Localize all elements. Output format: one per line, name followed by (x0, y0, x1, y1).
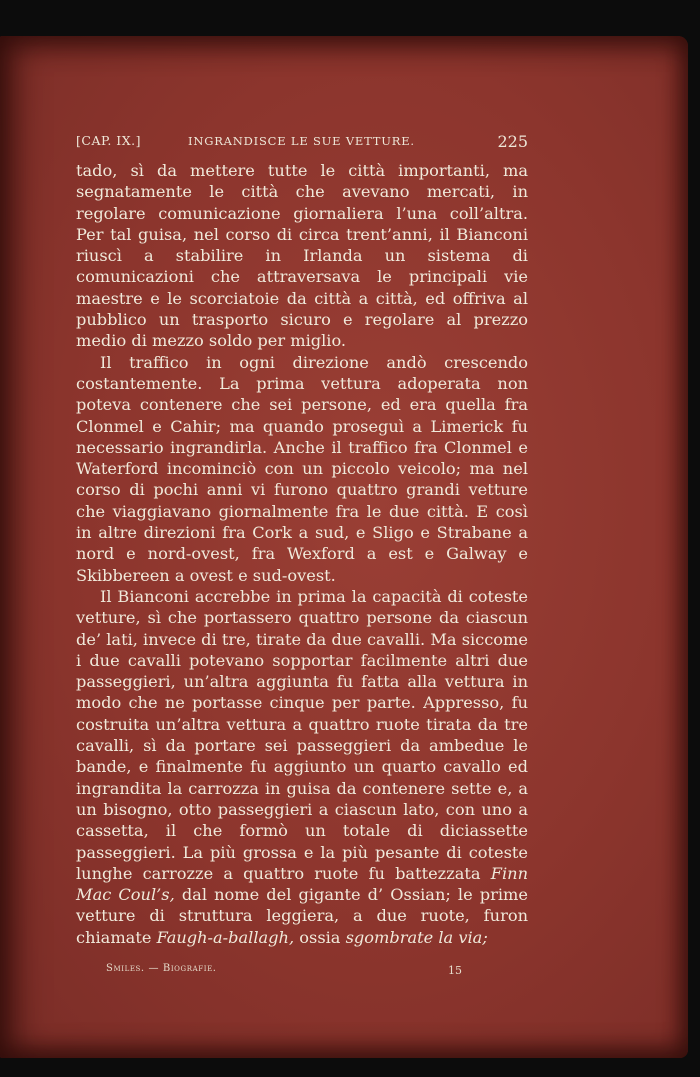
paragraph-3-text-a: Il Bianconi accrebbe in prima la capacità di coteste vetture, sì che portassero quattro persone da ciascun de’ lati, invece di tre, tirate da due cavalli. Ma siccome i due cavalli potevano sopportar facilmente altri due passeggieri, un’altra aggiunta fu fatta alla vettura in modo che ne portasse cinque per parte. Appresso, fu costruita un’altra vettura a quattro ruote tirata da tre cavalli, sì da portare sei passeggieri da ambedue le bande, e finalmente fu aggiunto un quarto cavallo ed ingrandita la carrozza in guisa da contenere sette e, a un bisogno, otto passeggieri a ciascun lato, con uno a cassetta, il che formò un totale di diciassette passeggieri. La più grossa e la più pesante di coteste lunghe carrozze a quattro ruote fu battezzata (76, 586, 528, 883)
page-footer (106, 963, 462, 979)
paragraph-3-text-b: dal nome del gigante d’ Ossian; le prime vetture di struttura leggiera, a due ruote, furon chiamate (76, 885, 528, 947)
signature-mark: 15 (448, 964, 462, 977)
paragraph-3 (76, 586, 528, 948)
translation-phrase: sgombrate la via; (345, 927, 488, 947)
coach-name-faugh: Faugh-a-ballagh, (156, 927, 295, 947)
running-title: INGRANDISCE LE SUE VETTURE. (188, 134, 415, 148)
paragraph-3-text-c: ossia (299, 927, 341, 947)
chapter-marker: [CAP. IX.] (76, 133, 141, 148)
coach-name-finn: Finn Mac Coul’s, (76, 863, 528, 905)
body-text (76, 160, 528, 948)
running-header (76, 133, 528, 157)
paragraph-2: Il traffico in ogni direzione andò crescendo costantemente. La prima vettura adoperata non poteva contenere che sei persone, ed era quella fra Clonmel e Cahir; ma quando proseguì a Limerick fu necessario ingrandirla. Anche il traffico fra Clonmel e Waterford incominciò con un piccolo veicolo; ma nel corso di pochi anni vi furono quattro grandi vetture che viaggiavano giornalmente fra le due città. E così in altre direzioni fra Cork a sud, e Sligo e Strabane a nord e nord-ovest, fra Wexford a est e Galway e Skibbereen a ovest e sud-ovest. (76, 352, 528, 585)
page-number: 225 (497, 132, 528, 151)
footer-source: Smiles. — Biografie. (106, 963, 217, 974)
paragraph-1: tado, sì da mettere tutte le città importanti, ma segnatamente le città che avevano mercati, in regolare comunicazione giornaliera l’una coll’altra. Per tal guisa, nel corso di circa trent’anni, il Bianconi riuscì a stabilire in Irlanda un sistema di comunicazioni che attraversava le principali vie maestre e le scorciatoie da città a città, ed offriva al pubblico un trasporto sicuro e regolare al prezzo medio di mezzo soldo per miglio. (76, 161, 528, 351)
